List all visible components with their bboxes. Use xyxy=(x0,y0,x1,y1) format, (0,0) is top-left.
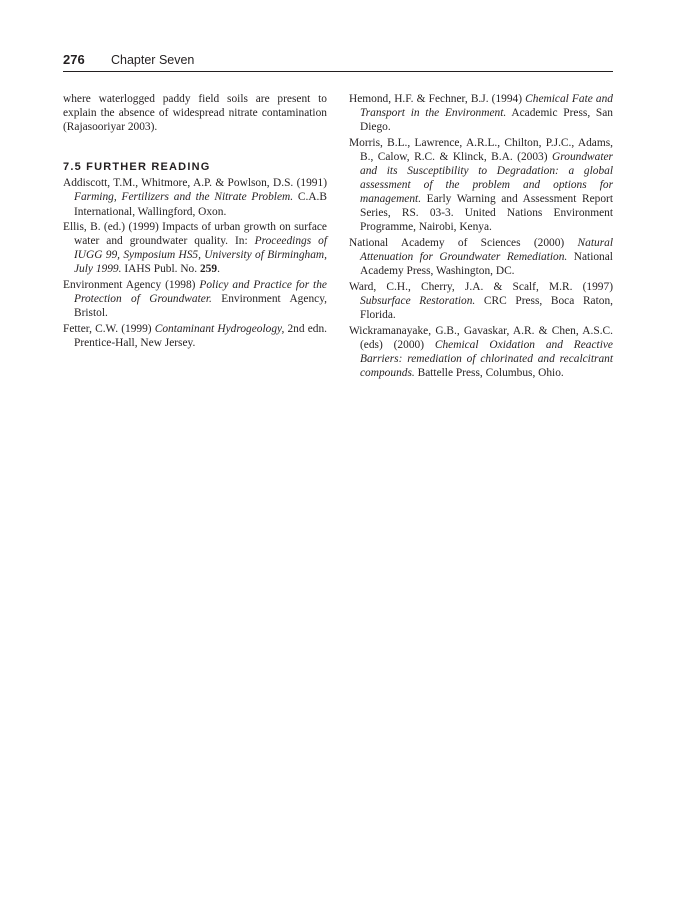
reference-item: Fetter, C.W. (1999) Contaminant Hydrogeology, 2nd edn. Prentice-Hall, New Jersey. xyxy=(63,322,327,349)
running-head-chapter: Chapter Seven xyxy=(111,53,195,67)
reference-item: Hemond, H.F. & Fechner, B.J. (1994) Chemical Fate and Transport in the Environment. Academic Press, San Diego. xyxy=(349,93,614,134)
header-rule xyxy=(63,71,613,72)
reference-item: Wickramanayake, G.B., Gavaskar, A.R. & Chen, A.S.C. (eds) (2000) Chemical Oxidation and Reactive Barriers: remediation of chlorinated and recalcitrant compounds. Battelle Press, Columbus, Ohio. xyxy=(349,324,613,379)
right-column xyxy=(349,92,613,381)
section-heading: 7.5 FURTHER READING xyxy=(63,161,211,174)
left-column xyxy=(63,92,327,352)
intro-paragraph: where waterlogged paddy field soils are present to explain the absence of widespread nitrate contamination (Rajasooriyar 2003). xyxy=(63,93,327,134)
reference-item: Ward, C.H., Cherry, J.A. & Scalf, M.R. (1997) Subsurface Restoration. CRC Press, Boca Raton, Florida. xyxy=(349,280,613,321)
reference-item: National Academy of Sciences (2000) Natural Attenuation for Groundwater Remediation. National Academy Press, Washington, DC. xyxy=(349,236,613,278)
reference-item: Addiscott, T.M., Whitmore, A.P. & Powlson, D.S. (1991) Farming, Fertilizers and the Nitrate Problem. C.A.B International, Wallingford, Oxon. xyxy=(63,177,327,218)
page-number: 276 xyxy=(63,52,85,67)
reference-item: Ellis, B. (ed.) (1999) Impacts of urban growth on surface water and groundwater quality. In: Proceedings of IUGG 99, Symposium HS5, University of Birmingham, July 1999. IAHS Publ. No. 259. xyxy=(63,221,327,276)
reference-item: Environment Agency (1998) Policy and Practice for the Protection of Groundwater. Environment Agency, Bristol. xyxy=(63,279,327,320)
reference-item: Morris, B.L., Lawrence, A.R.L., Chilton, P.J.C., Adams, B., Calow, R.C. & Klinck, B.A. (2003) Groundwater and its Susceptibility to Degradation: a global assessment of the problem and options for management. Early Warning and Assessment Report Series, RS. 03-3. United Nations Environment Programme, Nairobi, Kenya. xyxy=(349,136,613,234)
page-header xyxy=(63,52,613,72)
